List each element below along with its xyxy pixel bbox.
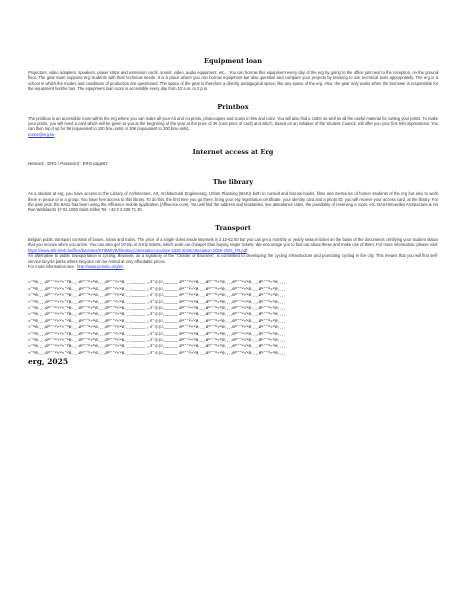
document-page	[28, 57, 438, 366]
internet-heading: Internet access at Erg	[192, 148, 274, 157]
glyph-row: «°ºø,¸¸,øº°°º»º»°ºø,¸¸,øº°°º»ºø,¸¸,øº°°º»ºø,¸¸,______ ,,ıl°ı|ı|ıl,______ øº°°º»ºø,¸¸,øº°°º»ºø,¸¸,øº°°º»ºø,¸¸,øº°°º»ºø,¸¸,	[28, 350, 286, 356]
glyph-row: «°ºø,¸¸,øº°°º»º»°ºø,¸¸,øº°°º»ºø,¸¸,øº°°º»ºø,¸¸,______ ,,ıl°ı|ı|ıl,______ øº°°º»ºø,¸¸,øº°°º»ºø,¸¸,øº°°º»ºø,¸¸,øº°°º»ºø,¸¸,	[28, 325, 286, 331]
printbox-heading: Printbox	[217, 102, 249, 111]
transport-more-info	[28, 264, 438, 269]
network-credentials: Network : ERG / Password : ERG-page87	[28, 161, 108, 167]
glyph-row: «°ºø,¸¸,øº°°º»º»°ºø,¸¸,øº°°º»ºø,¸¸,øº°°º»ºø,¸¸,______ ,,ıl°ı|ı|ıl,______ øº°°º»ºø,¸¸,øº°°º»ºø,¸¸,øº°°º»ºø,¸¸,øº°°º»ºø,¸¸,	[28, 344, 286, 350]
glyph-row: «°ºø,¸¸,øº°°º»º»°ºø,¸¸,øº°°º»ºø,¸¸,øº°°º»ºø,¸¸,______ ,,ıl°ı|ı|ıl,______ øº°°º»ºø,¸¸,øº°°º»ºø,¸¸,øº°°º»ºø,¸¸,øº°°º»ºø,¸¸,	[28, 293, 286, 299]
library-heading: The library	[212, 178, 254, 187]
equipment-section	[28, 57, 438, 92]
library-body: As a student at erg, you have access to the Library of Architecture, Art, Architectural Engineering, Urban Planning (BAIU) both to consult and borrow books, films and memories of former students of the erg but also to work there in peace or in a group. You have free access to this library. To do this, the first time you go there, bring your erg registration certificate, your identity card and a photo ID, you will receive your access card, at the library. For the past year, the BAIU has been using the Affluence mobile application (Affluence.com). You will find the address and timetables, live attendance rates, the possibility of reserving a room, etc. BAIU-Bruxelles Architecture & Art Rue Wafelaerts 47-51 1060 Saint-Gilles Tel: +32 0 2 539 71 30	[28, 191, 438, 213]
printbox-section	[28, 103, 438, 138]
glyph-row: «°ºø,¸¸,øº°°º»º»°ºø,¸¸,øº°°º»ºø,¸¸,øº°°º»ºø,¸¸,______ ,,ıl°ı|ı|ıl,______ øº°°º»ºø,¸¸,øº°°º»ºø,¸¸,øº°°º»ºø,¸¸,øº°°º»ºø,¸¸,	[28, 318, 286, 324]
glyph-row: «°ºø,¸¸,øº°°º»º»°ºø,¸¸,øº°°º»ºø,¸¸,øº°°º»ºø,¸¸,______ ,,ıl°ı|ı|ıl,______ øº°°º»ºø,¸¸,øº°°º»ºø,¸¸,øº°°º»ºø,¸¸,øº°°º»ºø,¸¸,	[28, 286, 286, 292]
glyph-row: «°ºø,¸¸,øº°°º»º»°ºø,¸¸,øº°°º»ºø,¸¸,øº°°º»ºø,¸¸,______ ,,ıl°ı|ı|ıl,______ øº°°º»ºø,¸¸,øº°°º»ºø,¸¸,øº°°º»ºø,¸¸,øº°°º»ºø,¸¸,	[28, 337, 286, 343]
transport-more-label: For more information see :	[28, 263, 77, 269]
equipment-heading: Equipment loan	[204, 57, 262, 65]
transport-text-a: Belgian public transport consists of buses, trams and trains. The price of a single ticket inside Brussels is 2,10-€2,50 but you can get a monthly or yearly season ticket on the basis of the documents certifying your student status that you receive when you arrive. You can also get 10-trip or 5-trip tickets, which work out cheaper than buying single tickets. We encourage you to find out about these and make use of them. For more information, please visit:	[28, 236, 438, 248]
library-section	[28, 178, 438, 213]
transport-section	[28, 224, 438, 269]
glyph-row: «°ºø,¸¸,øº°°º»º»°ºø,¸¸,øº°°º»ºø,¸¸,øº°°º»ºø,¸¸,______ ,,ıl°ı|ı|ıl,______ øº°°º»ºø,¸¸,øº°°º»ºø,¸¸,øº°°º»ºø,¸¸,øº°°º»ºø,¸¸,	[28, 312, 286, 318]
stib-attestation-link[interactable]: https://www.stib-mivb.be/files/live/sites/STIBMIVB/files/Buy/Attestation-scolaire-2025-2026/Attestation-2025-2026_FR.pdf	[28, 247, 248, 253]
internet-section	[28, 148, 438, 167]
transport-body-b: An alternative to public transportation is cycling. Brussels, as a signatory of the "Charter of Brussels", is committed to developing the cycling infrastructure and promoting cycling in the city. This means that you will find self-service bicycle parks where bicycles can be rented at very affordable prices.	[28, 253, 438, 264]
glyph-row: «°ºø,¸¸,øº°°º»º»°ºø,¸¸,øº°°º»ºø,¸¸,øº°°º»ºø,¸¸,______ ,,ıl°ı|ı|ıl,______ øº°°º»ºø,¸¸,øº°°º»ºø,¸¸,øº°°º»ºø,¸¸,øº°°º»ºø,¸¸,	[28, 331, 286, 337]
printbox-body: The printbox is an accessible room within the erg where you can make all your A3 and A4 prints, photocopies and scans in b/w and color. You will also find a cutter as well as all the useful material for cutting your prints. To make your prints, you will need a card which will be given to you at the beginning of the year at the price of 2€ (cost price of card) and which, based on an initiative of the Student Council, will offer you your first 600 impressions. You can then top it up for 5€ (equivalent to 100 b/w units) or 10€ (equivalent to 200 b/w units).	[28, 115, 438, 132]
printbox-email-link[interactable]: notice@erg.be	[28, 131, 55, 137]
transport-heading: Transport	[215, 223, 251, 232]
glyph-row: «°ºø,¸¸,øº°°º»º»°ºø,¸¸,øº°°º»ºø,¸¸,øº°°º»ºø,¸¸,______ ,,ıl°ı|ı|ıl,______ øº°°º»ºø,¸¸,øº°°º»ºø,¸¸,øº°°º»ºø,¸¸,øº°°º»ºø,¸¸,	[28, 280, 286, 286]
footer-signature: erg, 2025	[28, 357, 69, 367]
provelo-link[interactable]: http://www.provelo.org/en	[77, 263, 124, 269]
glyph-row: «°ºø,¸¸,øº°°º»º»°ºø,¸¸,øº°°º»ºø,¸¸,øº°°º»ºø,¸¸,______ ,,ıl°ı|ı|ıl,______ øº°°º»ºø,¸¸,øº°°º»ºø,¸¸,øº°°º»ºø,¸¸,øº°°º»ºø,¸¸,	[28, 299, 286, 305]
decorative-glyph-block	[28, 280, 438, 357]
transport-body-a	[28, 237, 438, 253]
equipment-body: Projectors, video adapters, speakers, power strips and extension cords, sound, video, audio equipment, etc... You can borrow this equipment every day of the erg by going to the office just next to the reception, on the ground floor. The gear team supports erg students with their technical needs. It is a place where you can borrow equipment but also question and compare your projects by learning to use technical tools appropriately. The erg is a school in which the modes and conditions of production are questioned. The space of the gear is therefore a directly pedagogical space, like any space of the erg. Also, the gear only works when the borrower is responsible for the equipment he/she has. The equipment loan room is accessible every day from 10 a.m. to 2 p.m.	[28, 70, 438, 92]
glyph-row: «°ºø,¸¸,øº°°º»º»°ºø,¸¸,øº°°º»ºø,¸¸,øº°°º»ºø,¸¸,______ ,,ıl°ı|ı|ıl,______ øº°°º»ºø,¸¸,øº°°º»ºø,¸¸,øº°°º»ºø,¸¸,øº°°º»ºø,¸¸,	[28, 305, 286, 311]
